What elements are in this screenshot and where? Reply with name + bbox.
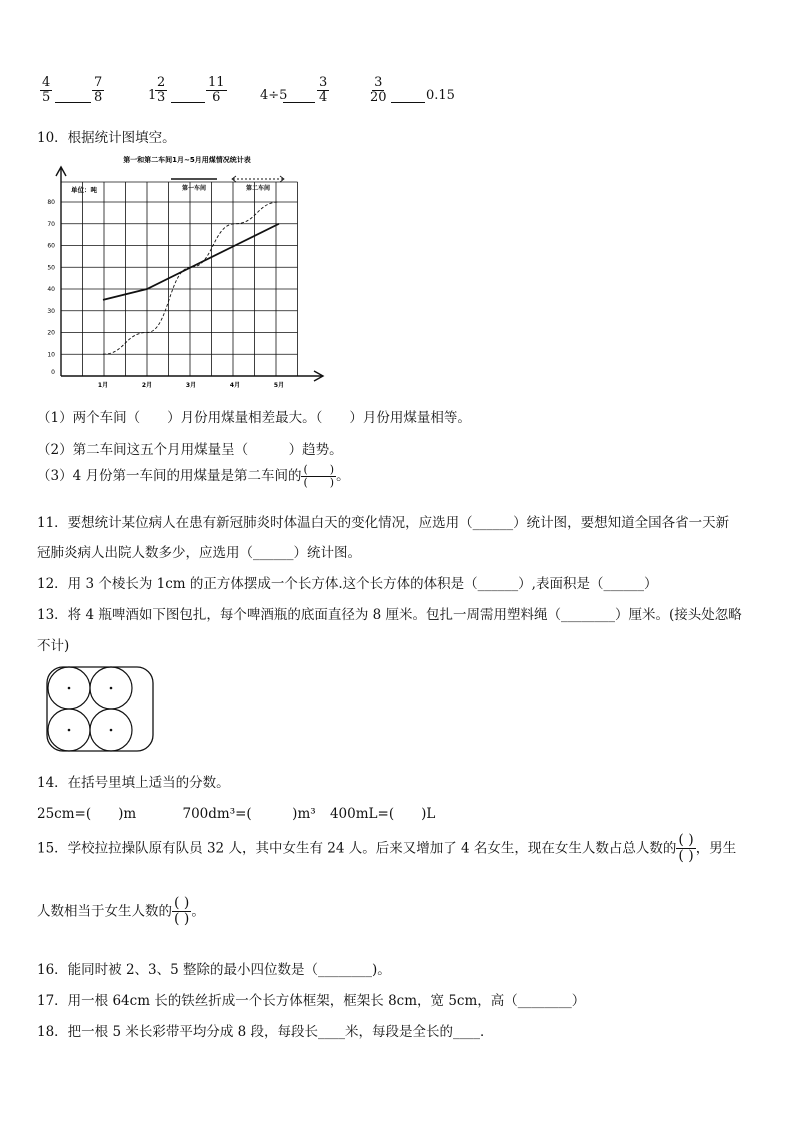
item-b: 700dm³=( )m³ [182, 806, 316, 822]
legend-label: 第二车间 [245, 185, 271, 192]
question-18: 18．把一根 5 米长彩带平均分成 8 段，每段长____米，每段是全长的____． [37, 1024, 494, 1040]
answer-blank[interactable] [391, 101, 425, 103]
fraction-blank[interactable]: $\frac{( )}{( )}$ [174, 895, 190, 928]
question-15-line1: 15．学校拉拉操队原有队员 32 人，其中女生有 24 人。后来又增加了 4 名女生，现在女生人数占总人数的 $\frac{( )}{( )}$ ，男生 [37, 832, 737, 865]
answer-blank[interactable] [283, 101, 315, 103]
y-tick-label: 70 [47, 220, 55, 228]
series-line-second-workshop [103, 202, 279, 354]
bundle-rope [47, 667, 153, 751]
fraction-c: $\frac{2}{3}$ [157, 75, 166, 105]
mixed-whole: 1 [148, 88, 157, 103]
chart-title: 第一和第二车间1月~5月用煤情况统计表 [123, 156, 251, 164]
y-tick-label: 60 [47, 242, 55, 250]
question-10-sub2: （2）第二车间这五个月用煤量呈（ ）趋势。 [37, 442, 343, 458]
decimal-value: 0.15 [426, 88, 455, 103]
question-11-line2: 冠肺炎病人出院人数多少，应选用（______）统计图。 [37, 545, 361, 561]
question-17: 17．用一根 64cm 长的铁丝折成一个长方体框架，框架长 8cm，宽 5cm，高（________） [37, 993, 586, 1009]
question-16: 16．能同时被 2、3、5 整除的最小四位数是（________)。 [37, 962, 391, 978]
y-tick-label: 30 [47, 307, 55, 315]
fraction-g: $\frac{3}{20}$ [370, 75, 387, 105]
question-12: 12．用 3 个棱长为 1cm 的正方体摆成一个长方体.这个长方体的体积是（______）,表面积是（______） [37, 576, 658, 592]
question-10-sub3: （3）4 月份第一车间的用煤量是第二车间的 $\frac{( )}{( )}$ 。 [37, 463, 350, 490]
y-tick-label: 20 [47, 329, 55, 337]
question-14-stem: 14．在括号里填上适当的分数。 [37, 775, 230, 791]
bottles-bundle-figure [44, 665, 156, 757]
y-tick-label: 40 [47, 286, 55, 293]
unit-label: 单位：吨 [71, 186, 97, 194]
item-c: 400mL=( )L [329, 806, 436, 822]
y-tick-label: 50 [47, 264, 55, 272]
x-tick-label: 5月 [273, 382, 285, 389]
chart-svg [37, 150, 337, 398]
item-a: 25cm=( )m [37, 806, 137, 822]
y-tick-label: 0 [51, 369, 55, 376]
division-expression: 4÷5 [260, 88, 288, 103]
fraction-blank[interactable]: $\frac{( )}{( )}$ [678, 832, 694, 865]
question-15-line2: 人数相当于女生人数的 $\frac{( )}{( )}$ 。 [37, 895, 205, 928]
question-13-line2: 不计) [37, 638, 70, 654]
question-11-line1: 11．要想统计某位病人在患有新冠肺炎时体温白天的变化情况，应选用（______）统计图，要想知道全国各省一天新 [37, 515, 730, 531]
sub3-fraction-blank[interactable]: $\frac{( )}{( )}$ [303, 463, 335, 490]
y-tick-label: 80 [47, 199, 55, 206]
x-tick-label: 3月 [185, 382, 197, 389]
legend-label: 第一车间 [181, 185, 207, 192]
question-14-items [37, 802, 435, 822]
question-13-line1: 13．将 4 瓶啤酒如下图包扎，每个啤酒瓶的底面直径为 8 厘米。包扎一周需用塑料绳（________）厘米。(接头处忽略 [37, 607, 742, 623]
fraction-b: $\frac{7}{8}$ [94, 75, 103, 105]
fraction-f: $\frac{3}{4}$ [319, 75, 328, 105]
answer-blank[interactable] [171, 101, 205, 103]
x-tick-label: 4月 [229, 382, 241, 389]
question-10-sub1: （1）两个车间（ ）月份用煤量相差最大。（ ）月份用煤量相等。 [37, 410, 471, 426]
fraction-a: $\frac{4}{5}$ [42, 75, 51, 105]
coal-usage-line-chart [37, 150, 337, 398]
x-tick-label: 1月 [97, 382, 109, 389]
answer-blank[interactable] [55, 101, 91, 103]
x-tick-label: 2月 [141, 382, 153, 389]
y-tick-label: 10 [47, 351, 55, 359]
series-line-first-workshop [103, 224, 279, 300]
question-10-stem: 10．根据统计图填空。 [37, 130, 176, 146]
sub3-text: （3）4 月份第一车间的用煤量是第二车间的 [37, 468, 302, 485]
fraction-d: $\frac{11}{6}$ [208, 75, 225, 105]
fraction-comparison-row [37, 76, 757, 116]
